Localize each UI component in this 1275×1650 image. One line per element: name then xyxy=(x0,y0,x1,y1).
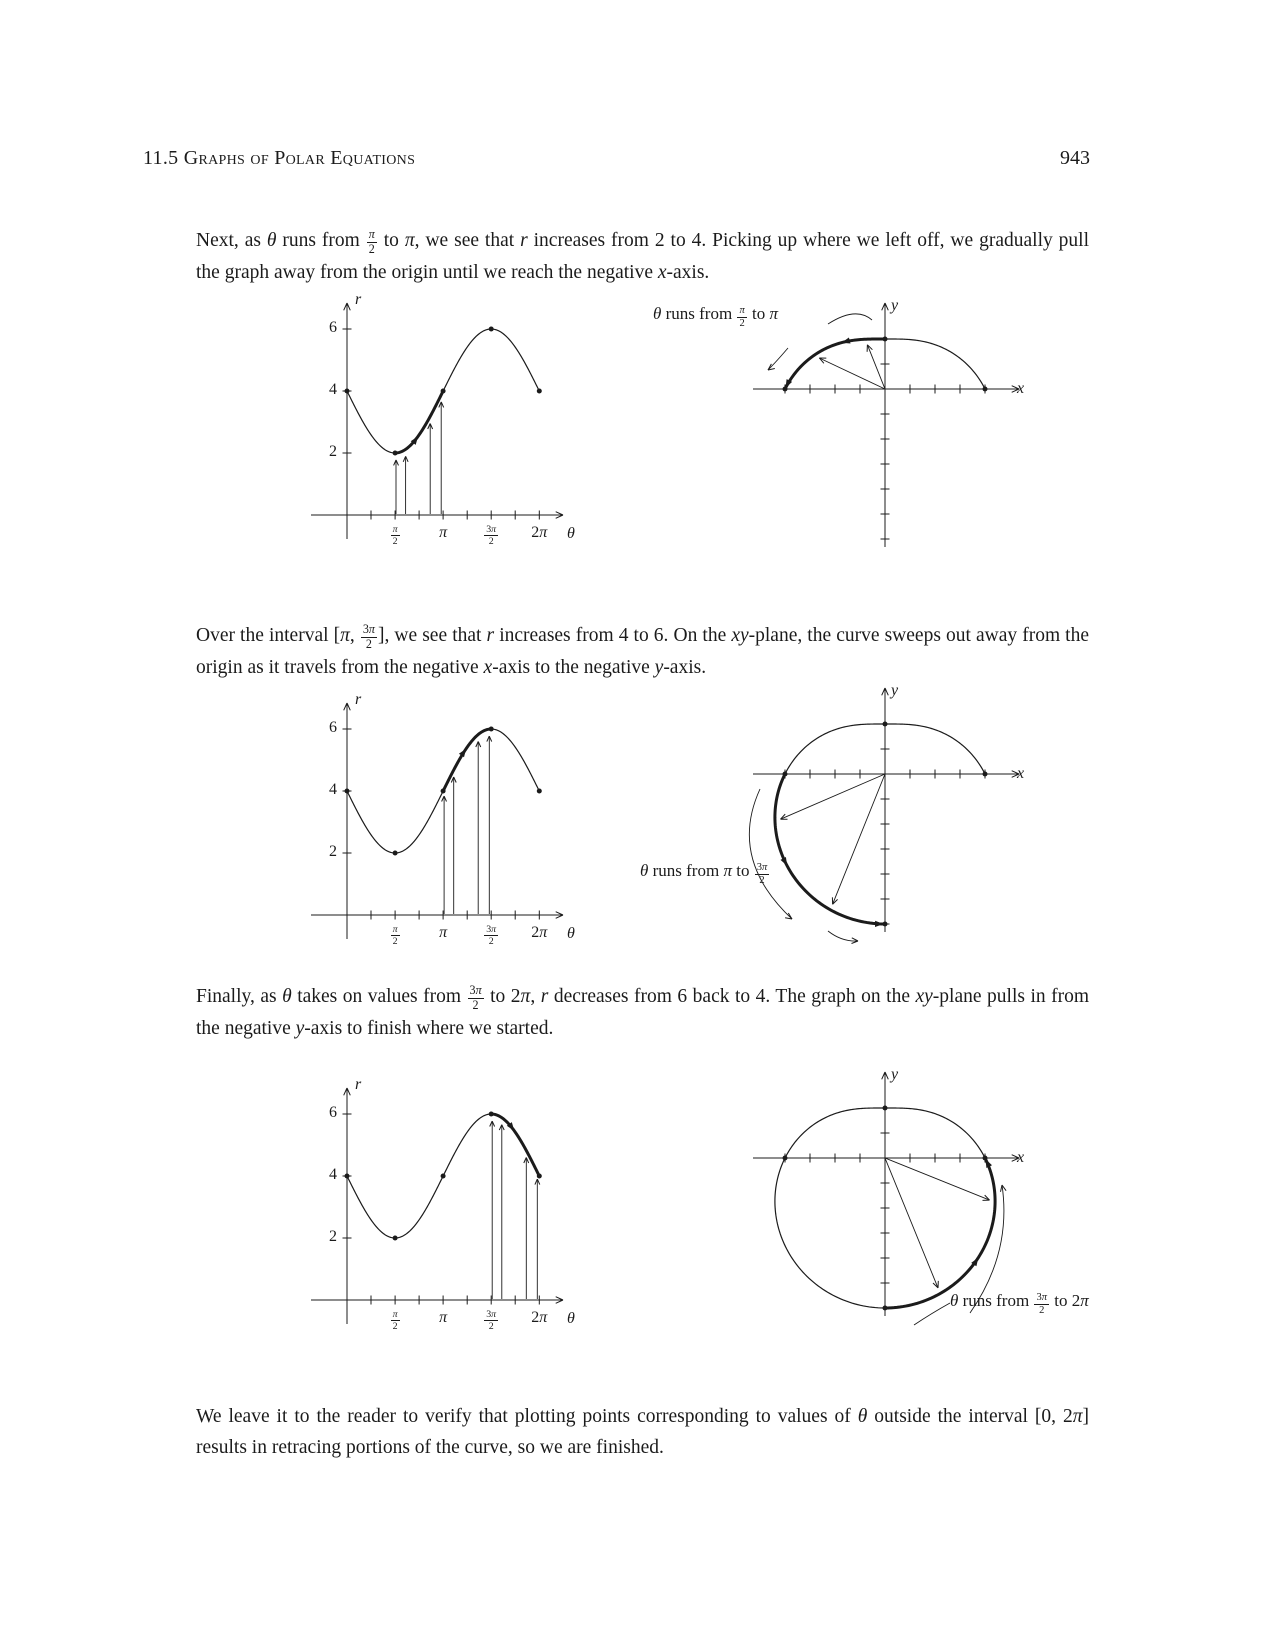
point-dot xyxy=(441,389,446,394)
r-tick-label: 4 xyxy=(329,781,337,798)
theta-tick-label: $\frac{\pi}{2}$ xyxy=(392,1309,398,1333)
point-dot xyxy=(537,789,542,794)
theta-range-caption: θ runs from π to $\frac{3\pi}{2}$ xyxy=(640,861,768,886)
r-theta-graph-pair1 xyxy=(290,287,590,567)
paragraph-4: We leave it to the reader to verify that plotting points corresponding to values of θ outside the interval [0, 2π] results in retracing portions of the curve, so we are finished. xyxy=(196,1405,1089,1458)
theta-tick-label: $\frac{\pi}{2}$ xyxy=(392,524,398,548)
point-dot xyxy=(489,727,494,732)
y-axis-label: y xyxy=(891,297,899,314)
r-theta-graph-pair3 xyxy=(290,1072,590,1352)
radius-arrow xyxy=(885,1158,990,1200)
point-dot xyxy=(883,722,888,727)
theta-tick-label: π xyxy=(439,924,448,941)
theta-axis-label: θ xyxy=(567,525,575,542)
point-dot xyxy=(345,389,350,394)
r-tick-label: 4 xyxy=(329,1166,337,1183)
xy-plane-graph-pair1 xyxy=(620,294,1150,574)
paragraph-1: Next, as θ runs from $\frac{\pi}{2}$ to π, we see that r increases from 2 to 4. Picking up where we left off, we gradually pull the graph away from the origin until we reach the negative x-axis. xyxy=(196,227,1090,283)
xy-plane-graph-pair3 xyxy=(620,1063,1150,1343)
x-axis-label: x xyxy=(1017,1149,1025,1166)
r-theta-graph-pair2 xyxy=(290,687,590,967)
xy-plane-graph-pair2 xyxy=(620,679,1150,959)
r-tick-label: 6 xyxy=(329,319,337,336)
point-dot xyxy=(883,337,888,342)
section-header: 11.5 Graphs of Polar Equations xyxy=(143,147,416,169)
point-dot xyxy=(983,387,988,392)
point-dot xyxy=(537,1174,542,1179)
xy-plot-svg xyxy=(620,294,1150,574)
theta-tick-label: π xyxy=(439,1309,448,1326)
theta-tick-label: π xyxy=(439,524,448,541)
xy-plot-svg xyxy=(620,679,1150,959)
point-dot xyxy=(983,1156,988,1161)
y-axis-label: y xyxy=(891,1066,899,1083)
theta-tick-label: 2π xyxy=(531,1309,548,1326)
theta-tick-label: $\frac{\pi}{2}$ xyxy=(392,924,398,948)
paragraph-2: Over the interval [π, $\frac{3\pi}{2}$ ], we see that r increases from 4 to 6. On the xy-plane, the curve sweeps out away from the origin as it travels from the negative x-axis to the negative y-axis. xyxy=(196,622,1090,678)
theta-tick-label: $\frac{3\pi}{2}$ xyxy=(486,524,497,548)
point-dot xyxy=(489,1112,494,1117)
direction-arrowhead xyxy=(842,338,851,344)
paragraph-3: Finally, as θ takes on values from $\frac{3\pi}{2}$ to 2π, r decreases from 6 back to 4. The graph on the xy-plane pulls in from the negative y-axis to finish where we started. xyxy=(196,983,1090,1039)
theta-range-caption: θ runs from $\frac{\pi}{2}$ to π xyxy=(653,304,778,329)
x-axis-label: x xyxy=(1017,765,1025,782)
theta-axis-label: θ xyxy=(567,925,575,942)
theta-range-caption: θ runs from $\frac{3\pi}{2}$ to 2π xyxy=(950,1291,1089,1316)
point-dot xyxy=(783,387,788,392)
page-header xyxy=(143,147,1090,170)
r-axis-label: r xyxy=(355,1076,362,1093)
page-number: 943 xyxy=(1060,147,1090,169)
r-tick-label: 6 xyxy=(329,1104,337,1121)
point-dot xyxy=(983,772,988,777)
point-dot xyxy=(883,1306,888,1311)
radius-arrow xyxy=(819,358,885,389)
theta-tick-label: 2π xyxy=(531,924,548,941)
r-curve-highlight xyxy=(443,729,491,791)
annotation-arrow xyxy=(768,348,788,370)
theta-tick-label: 2π xyxy=(531,524,548,541)
point-dot xyxy=(489,327,494,332)
point-dot xyxy=(393,1236,398,1241)
r-curve-highlight xyxy=(395,391,443,453)
direction-arrowhead xyxy=(781,857,788,866)
arrowhead xyxy=(852,938,858,941)
x-axis-label: x xyxy=(1017,380,1025,397)
point-dot xyxy=(441,789,446,794)
r-axis-label: r xyxy=(355,291,362,308)
point-dot xyxy=(393,451,398,456)
annotation-arrow xyxy=(828,314,872,324)
y-axis-label: y xyxy=(891,682,899,699)
theta-tick-label: $\frac{3\pi}{2}$ xyxy=(486,1309,497,1333)
point-dot xyxy=(345,789,350,794)
r-tick-label: 2 xyxy=(329,843,337,860)
polar-curve xyxy=(885,339,985,389)
point-dot xyxy=(393,851,398,856)
annotation-arrow xyxy=(914,1303,950,1325)
theta-axis-label: θ xyxy=(567,1310,575,1327)
r-tick-label: 4 xyxy=(329,381,337,398)
direction-arrowhead xyxy=(875,921,884,927)
direction-arrowhead xyxy=(986,1159,993,1168)
r-tick-label: 2 xyxy=(329,443,337,460)
point-dot xyxy=(345,1174,350,1179)
point-dot xyxy=(783,772,788,777)
r-curve-highlight xyxy=(491,1114,539,1176)
annotation-arrow xyxy=(828,931,858,941)
point-dot xyxy=(441,1174,446,1179)
point-dot xyxy=(537,389,542,394)
polar-curve-highlight xyxy=(775,774,885,924)
r-tick-label: 6 xyxy=(329,719,337,736)
point-dot xyxy=(883,1106,888,1111)
radius-arrow xyxy=(885,1158,938,1288)
r-axis-label: r xyxy=(355,691,362,708)
theta-tick-label: $\frac{3\pi}{2}$ xyxy=(486,924,497,948)
arrowhead xyxy=(1001,1185,1003,1192)
annotation-arrow xyxy=(749,789,792,919)
point-dot xyxy=(783,1156,788,1161)
r-tick-label: 2 xyxy=(329,1228,337,1245)
